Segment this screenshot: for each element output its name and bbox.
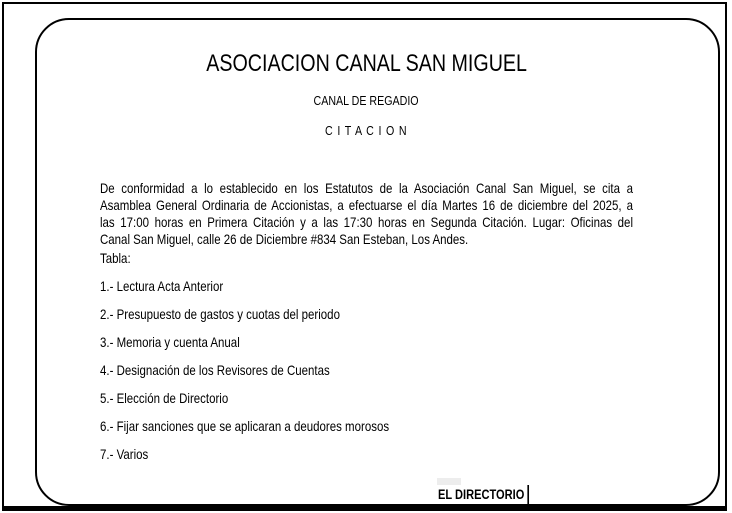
selection-smudge: [437, 478, 461, 485]
signature-text: EL DIRECTORIO: [438, 487, 525, 502]
subtitle: [100, 93, 633, 108]
tabla-label: Tabla:: [100, 250, 131, 266]
agenda-item: 5.- Elección de Directorio: [100, 390, 229, 406]
paragraph-line: Asamblea General Ordinaria de Accionistas, a efectuarse el día Martes 16 de diciembre del 2025, a: [100, 197, 633, 213]
agenda-item: 7.- Varios: [100, 446, 149, 462]
citation-heading: [100, 123, 633, 138]
notice-paragraph: [100, 180, 633, 248]
subtitle-text: CANAL DE REGADIO: [313, 93, 420, 108]
agenda-item: 3.- Memoria y cuenta Anual: [100, 334, 240, 350]
agenda-item: 6.- Fijar sanciones que se aplicaran a deudores morosos: [100, 418, 390, 434]
signature-block: [438, 486, 529, 504]
agenda-item: 1.- Lectura Acta Anterior: [100, 278, 224, 294]
page-title: [100, 49, 633, 79]
citation-heading-text: C I T A C I O N: [325, 123, 408, 138]
paragraph-line: las 17:00 horas en Primera Citación y a las 17:30 horas en Segunda Citación. Lugar: Oficinas del: [100, 214, 633, 230]
agenda-item: 4.- Designación de los Revisores de Cuentas: [100, 362, 330, 378]
paragraph-line: Canal San Miguel, calle 26 de Diciembre #834 San Esteban, Los Andes.: [100, 231, 469, 247]
text-cursor: [528, 485, 530, 504]
page-title-text: ASOCIACION CANAL SAN MIGUEL: [206, 50, 527, 77]
agenda-item: 2.- Presupuesto de gastos y cuotas del periodo: [100, 306, 340, 322]
agenda-list: [100, 250, 633, 474]
paragraph-line: De conformidad a lo establecido en los Estatutos de la Asociación Canal San Miguel, se cita a: [100, 180, 633, 196]
